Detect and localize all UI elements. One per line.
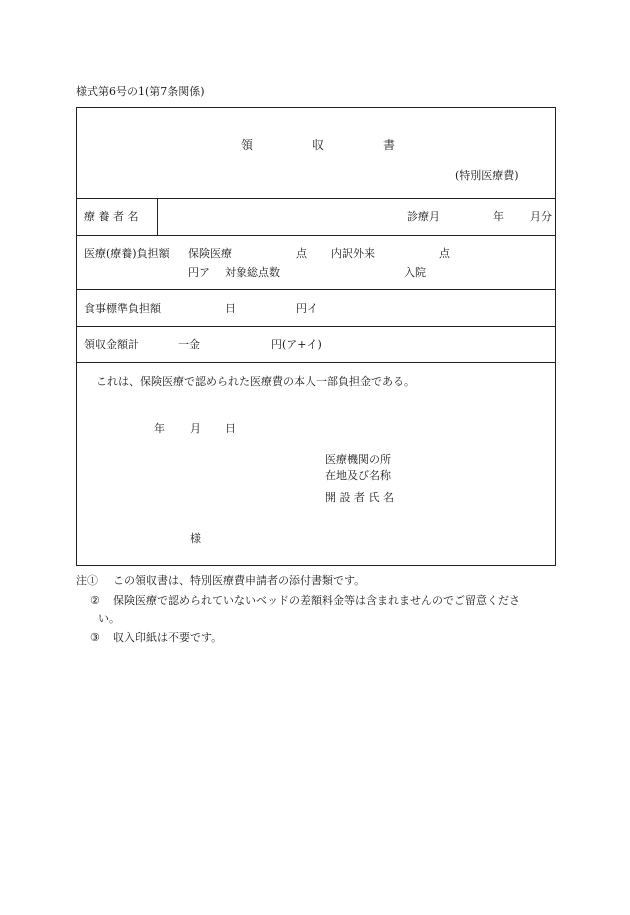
meal-burden-label: 食事標準負担額 <box>84 302 161 315</box>
treatment-month-label: 診療月 <box>407 210 440 223</box>
note-2-continuation: い。 <box>98 612 120 625</box>
institution-line-2: 在地及び名称 <box>325 469 391 482</box>
date-year: 年 <box>154 422 165 435</box>
burden-label: 医療(療養)負担額 <box>84 247 170 260</box>
addressee-suffix: 様 <box>190 532 201 545</box>
note-2-text: 保険医療で認められていないベッドの差額料金等は含まれませんのでご留意くださ <box>113 594 520 607</box>
row-divider <box>76 235 556 236</box>
patient-name-label: 療 養 者 名 <box>84 210 139 223</box>
date-day: 日 <box>225 422 236 435</box>
statement-text: これは、保険医療で認められた医療費の本人一部負担金である。 <box>96 375 415 388</box>
amount-suffix: 円(ア+イ) <box>271 338 322 351</box>
days-unit: 日 <box>225 302 236 315</box>
amount-prefix: 一金 <box>178 338 200 351</box>
note-3-mark: ③ <box>90 631 100 644</box>
founder-label: 開 設 者 氏 名 <box>325 491 394 504</box>
note-2-mark: ② <box>90 594 100 607</box>
target-points-label: 対象総点数 <box>225 266 280 279</box>
insurance-label: 保険医療 <box>188 247 232 260</box>
note-1-text: この領収書は、特別医療費申請者の添付書類です。 <box>113 574 366 587</box>
points-unit-2: 点 <box>439 247 450 260</box>
total-label: 領収金額計 <box>84 338 139 351</box>
note-3-text: 収入印紙は不要です。 <box>113 631 223 644</box>
row-divider <box>76 362 556 363</box>
yen-a-label: 円ア <box>188 266 210 279</box>
row-divider <box>76 198 556 199</box>
row-divider <box>76 326 556 327</box>
yen-i-label: 円イ <box>296 302 318 315</box>
column-divider <box>157 198 158 235</box>
title-char-shu: 収 <box>312 138 325 152</box>
form-number: 様式第6号の1(第7条関係) <box>76 85 205 98</box>
subtitle: (特別医療費) <box>455 169 519 182</box>
month-unit: 月分 <box>530 210 552 223</box>
breakdown-outpatient-label: 内訳外来 <box>331 247 375 260</box>
title-char-ryo: 領 <box>241 138 254 152</box>
year-unit: 年 <box>493 210 504 223</box>
row-divider <box>76 289 556 290</box>
title-char-sho: 書 <box>383 138 396 152</box>
date-month: 月 <box>190 422 201 435</box>
note-1-mark: 注① <box>76 574 98 587</box>
institution-line-1: 医療機関の所 <box>325 453 391 466</box>
inpatient-label: 入院 <box>404 266 426 279</box>
points-unit: 点 <box>296 247 307 260</box>
